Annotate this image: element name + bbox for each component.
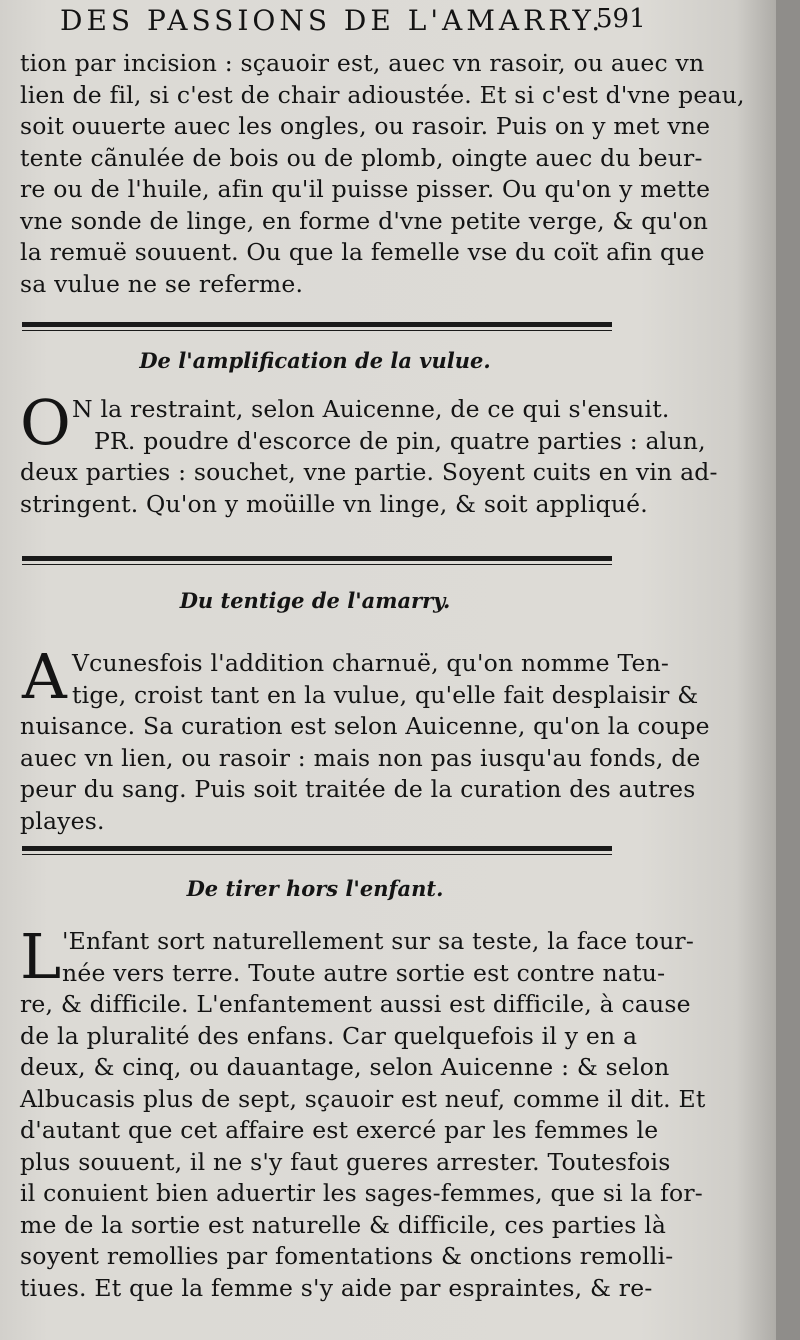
text-line: peur du sang. Puis soit traitée de la curation des autres [20, 775, 696, 803]
text-line: deux parties : souchet, vne partie. Soyent cuits en vin ad- [20, 458, 718, 486]
text-line: lien de fil, si c'est de chair adioustée. Et si c'est d'vne peau, [20, 80, 745, 109]
text-line: auec vn lien, ou rasoir : mais non pas iusqu'au fonds, de [20, 743, 701, 772]
text-line: stringent. Qu'on y moüille vn linge, & soit appliqué. [20, 489, 648, 518]
text-line: deux, & cinq, ou dauantage, selon Auicenne : & selon [20, 1053, 670, 1081]
text-line: soit ouuerte auec les ongles, ou rasoir. Puis on y met vne [20, 112, 711, 140]
text-line: re, & difficile. L'enfantement aussi est difficile, à cause [20, 990, 691, 1018]
page-edge-shadow [776, 0, 800, 1340]
paragraph [72, 648, 699, 711]
text-line: née vers terre. Toute autre sortie est contre natu- [62, 958, 666, 987]
text-line: il conuient bien aduertir les sages-femmes, que si la for- [20, 1179, 703, 1207]
text-line: Albucasis plus de sept, sçauoir est neuf, comme il dit. Et [20, 1084, 706, 1113]
text-line: 'Enfant sort naturellement sur sa teste, la face tour- [62, 927, 694, 955]
text-line: vne sonde de linge, en forme d'vne petite verge, & qu'on [20, 206, 709, 235]
text-line: tion par incision : sçauoir est, auec vn rasoir, ou auec vn [20, 49, 705, 77]
text-line: re ou de l'huile, afin qu'il puisse pisser. Ou qu'on y mette [20, 175, 711, 203]
text-line: plus souuent, il ne s'y faut gueres arrester. Toutesfois [20, 1147, 671, 1176]
section-divider [22, 846, 612, 855]
running-title: DES PASSIONS DE L'AMARRY. [60, 4, 605, 37]
first-word: N [72, 395, 93, 423]
drop-capital: O [20, 386, 71, 459]
text-line: tente cãnulée de bois ou de plomb, oingte auec du beur- [20, 143, 703, 172]
text-line: de la pluralité des enfans. Car quelquefois il y en a [20, 1021, 638, 1050]
section-heading: De tirer hors l'enfant. [186, 876, 444, 901]
paragraph-continued [20, 48, 745, 300]
text-line: nuisance. Sa curation est selon Auicenne, qu'on la coupe [20, 712, 710, 740]
section-heading: Du tentige de l'amarry. [179, 588, 451, 613]
section-divider [22, 322, 612, 331]
text-line: Vcunesfois l'addition charnuë, qu'on nomme Ten- [72, 649, 670, 677]
text-line: d'autant que cet affaire est exercé par les femmes le [20, 1116, 659, 1144]
section-heading: De l'amplification de la vulue. [139, 348, 491, 373]
page-header [60, 4, 660, 44]
page-number: 591 [596, 4, 646, 34]
paragraph [72, 394, 706, 457]
text-line: tige, croist tant en la vulue, qu'elle fait desplaisir & [72, 680, 699, 709]
text-line: la remuë souuent. Ou que la femelle vse du coït afin que [20, 238, 705, 266]
text-line: sa vulue ne se referme. [20, 269, 304, 298]
text-line: playes. [20, 806, 105, 835]
text-line: tiues. Et que la femme s'y aide par espraintes, & re- [20, 1273, 653, 1302]
drop-capital: L [20, 920, 62, 993]
text-line: soyent remollies par fomentations & onctions remolli- [20, 1242, 674, 1270]
text-line: PR. poudre d'escorce de pin, quatre parties : alun, [94, 426, 706, 455]
paragraph-cont [20, 711, 710, 837]
paragraph [62, 926, 694, 989]
section-divider [22, 556, 612, 565]
paragraph-cont [20, 457, 718, 520]
paragraph-cont [20, 989, 706, 1304]
text-line: la restraint, selon Auicenne, de ce qui s'ensuit. [100, 395, 670, 423]
drop-capital: A [22, 640, 67, 713]
text-line: me de la sortie est naturelle & difficile, ces parties là [20, 1210, 667, 1239]
